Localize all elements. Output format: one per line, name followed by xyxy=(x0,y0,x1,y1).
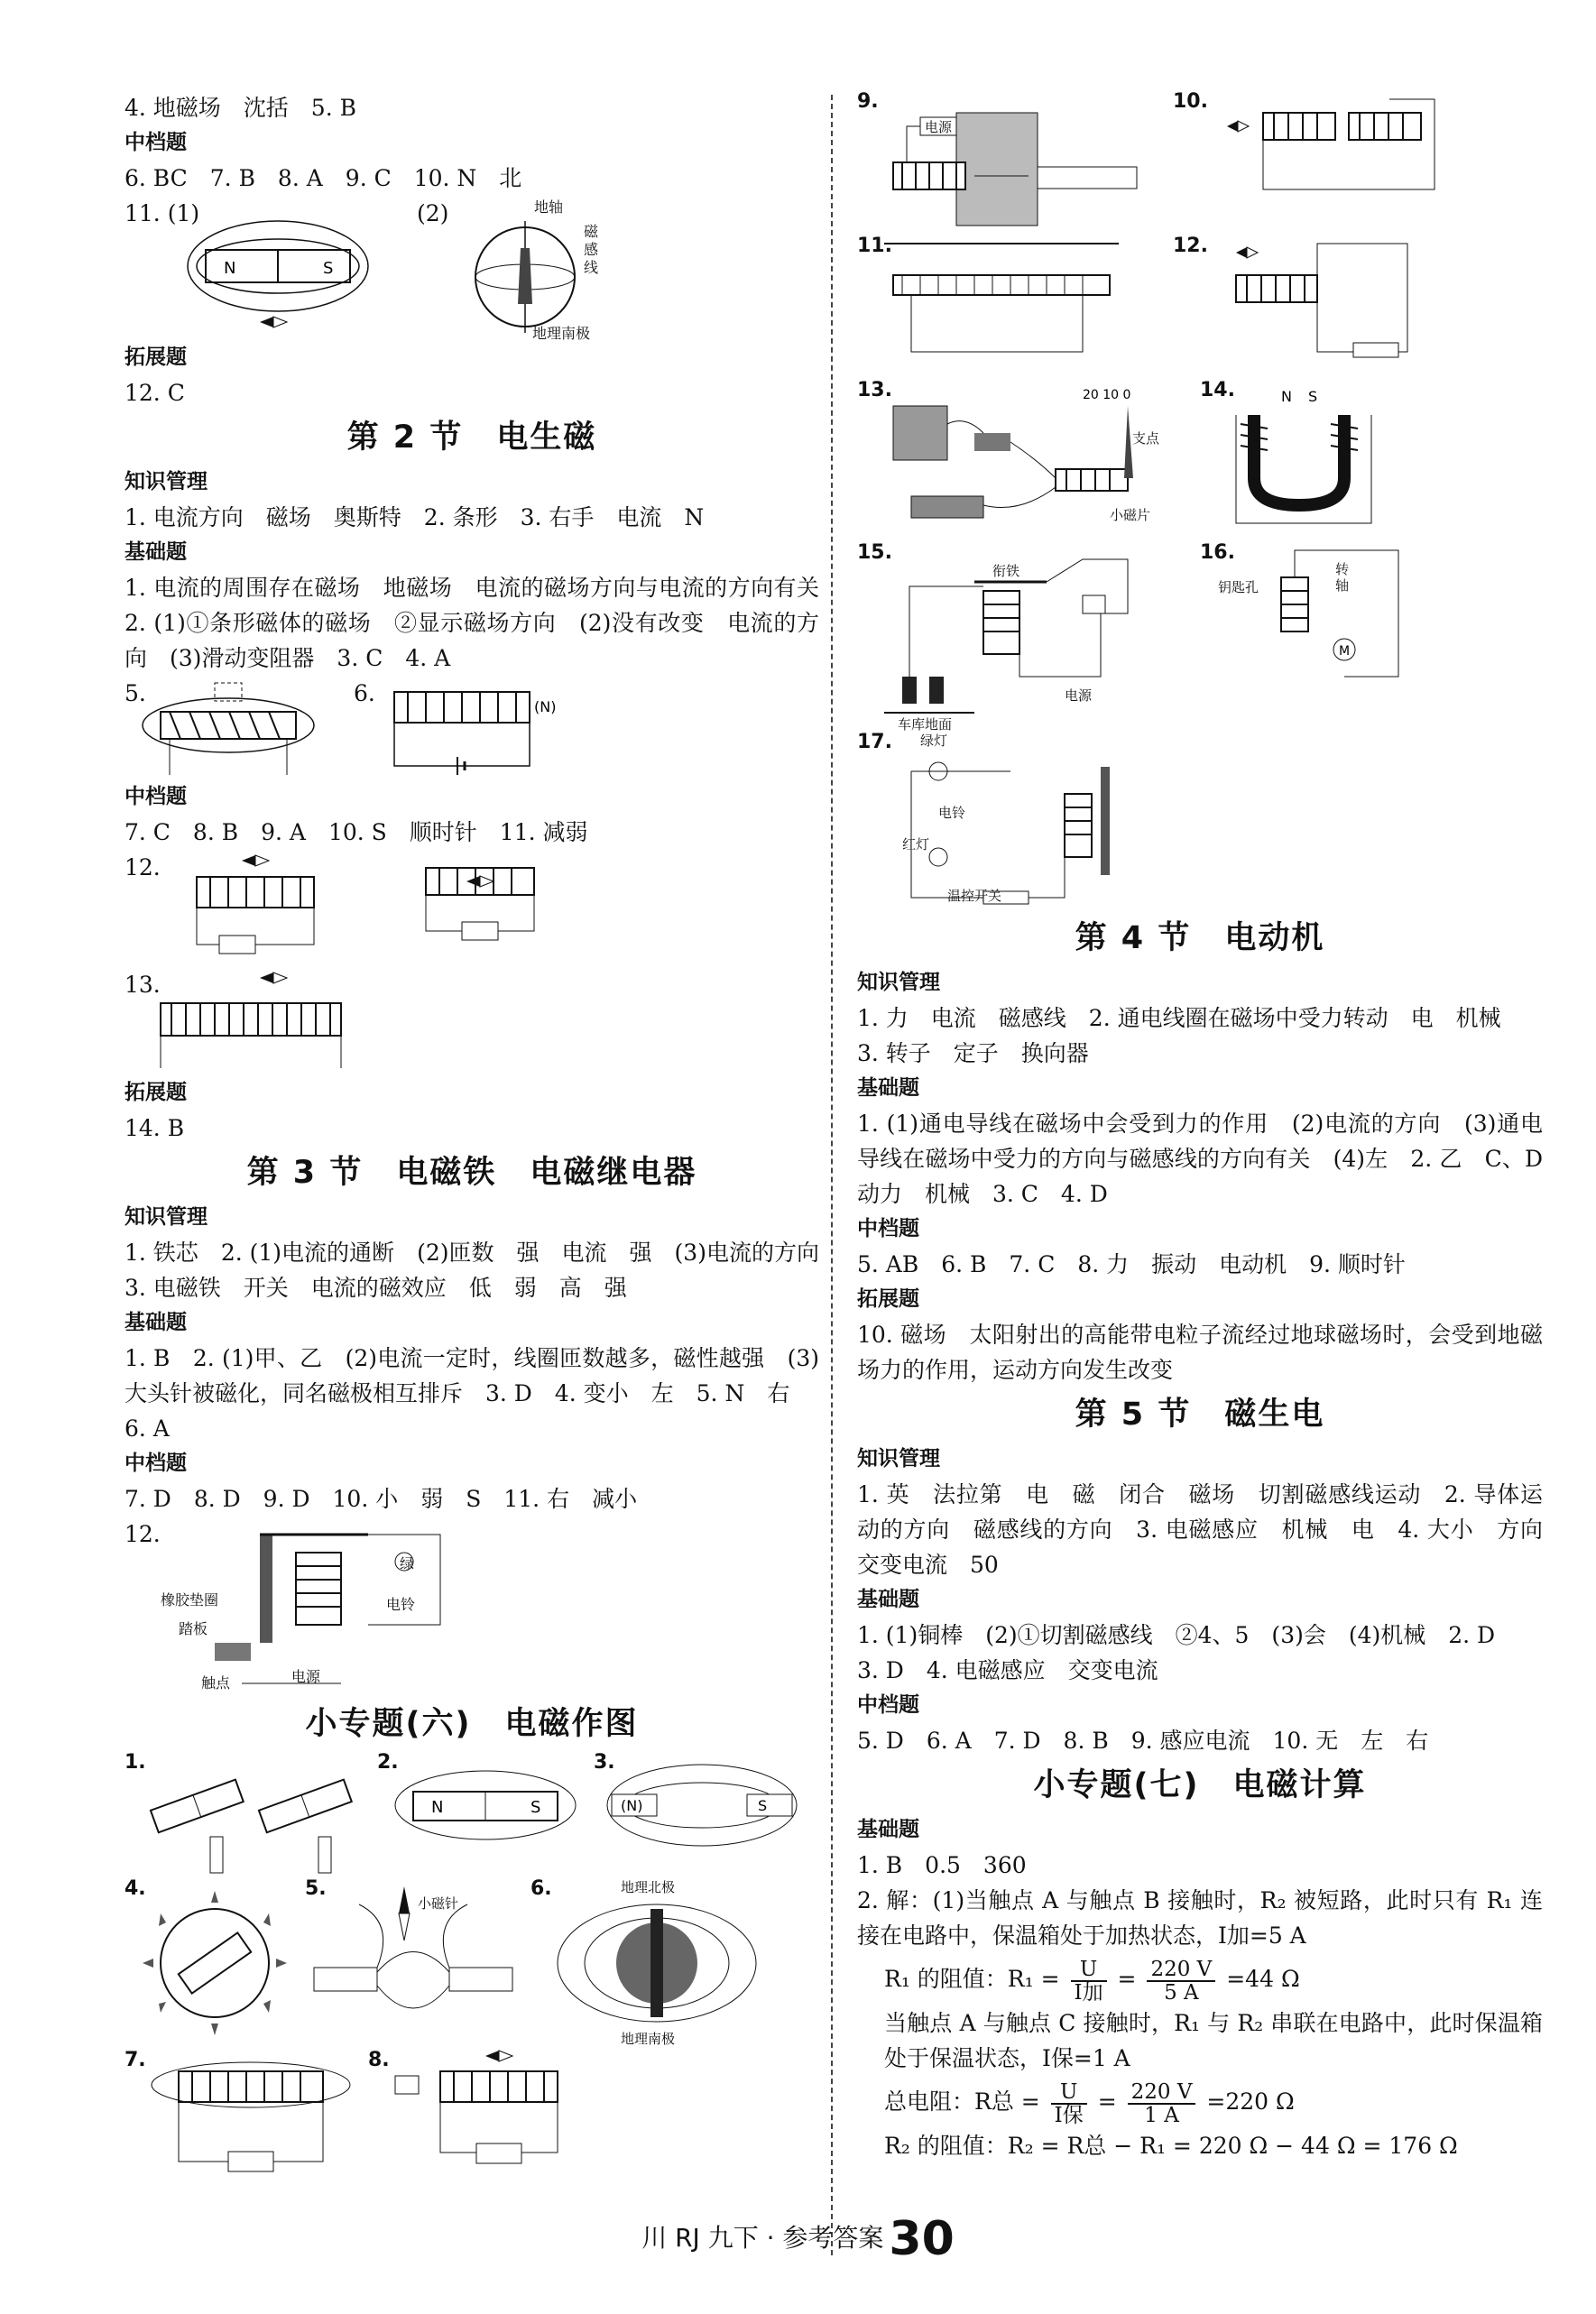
figure-12-relay xyxy=(125,1517,819,1697)
equals: = xyxy=(1097,2088,1117,2115)
figure-label: 12. xyxy=(125,854,161,880)
answer-line: 5. D 6. A 7. D 8. B 9. 感应电流 10. 无 左 右 xyxy=(857,1728,1429,1754)
subheading: 基础题 xyxy=(857,1588,919,1611)
page-footer xyxy=(0,2212,1596,2266)
answer-line: 1. 力 电流 磁感线 2. 通电线圈在磁场中受力转动 电 机械 xyxy=(857,1005,1501,1031)
figure-label: 17. xyxy=(857,731,892,753)
solenoid-needle-diagram xyxy=(368,2049,621,2184)
formula-prefix: R₁ 的阻值：R₁ = xyxy=(884,1966,1060,1992)
subheading: 中档题 xyxy=(857,1693,919,1717)
figure-label: 16. xyxy=(1200,541,1235,564)
solenoid-power-diagram-b xyxy=(390,850,588,967)
figure-label: 11. (1) xyxy=(125,200,200,226)
figure-label: 12. xyxy=(125,1521,161,1547)
answer-paragraph: 1. 铁芯 2. (1)电流的通断 (2)匝数 强 电流 强 (3)电流的方向 3. 电磁铁 开关 电流的磁效应 低 弱 高 强 xyxy=(125,1240,843,1301)
page-number: 30 xyxy=(889,2212,955,2266)
fraction xyxy=(1128,2081,1196,2126)
denominator: I保 xyxy=(1054,2103,1084,2127)
left-column xyxy=(125,90,843,2184)
answer-paragraph: 1. (1)通电导线在磁场中会受到力的作用 (2)电流的方向 (3)通电导线在磁场中受力的方向与磁感线的方向有关 (4)左 2. 乙 C、D 动力 机械 3. C 4. D xyxy=(857,1111,1566,1207)
subheading: 知识管理 xyxy=(125,470,208,493)
temperature-alarm-diagram xyxy=(884,731,1173,911)
answer-line: 5. AB 6. B 7. C 8. 力 振动 电动机 9. 顺时针 xyxy=(857,1251,1406,1277)
solenoid-power-diagram xyxy=(125,850,368,967)
equals: = xyxy=(1117,1966,1137,1992)
field-line-label: 磁感线 xyxy=(584,223,599,276)
figures-15-16 xyxy=(857,541,1543,731)
figure-17 xyxy=(857,731,1543,911)
numerator: U xyxy=(1071,1959,1107,1982)
keyhole-label: 钥匙孔 xyxy=(1218,579,1259,595)
pivot-label: 支点 xyxy=(1132,430,1160,447)
denominator: I加 xyxy=(1074,1980,1103,2005)
numerator: U xyxy=(1051,2081,1087,2105)
figure-label: 13. xyxy=(857,379,892,401)
answer-paragraph: 1. B 2. (1)甲、乙 (2)电流一定时，线圈匝数越多，磁性越强 (3)大头针被磁化，同名磁极相互排斥 3. D 4. 变小 左 5. N 右 xyxy=(125,1345,819,1406)
answer-line: 14. B xyxy=(125,1115,185,1141)
contact-label: 触点 xyxy=(201,1674,231,1692)
answer-line: 3. 转子 定子 换向器 xyxy=(857,1040,1089,1066)
figure-label: 9. xyxy=(857,90,879,113)
subheading: 中档题 xyxy=(125,131,187,154)
bell-label: 电铃 xyxy=(938,805,966,821)
subheading: 基础题 xyxy=(125,540,187,564)
figure-label: 5. xyxy=(125,680,146,706)
subheading: 知识管理 xyxy=(125,1205,208,1229)
subheading: 拓展题 xyxy=(125,1081,187,1104)
electromagnet-circuit-diagram xyxy=(125,2049,359,2184)
green-lamp-label: 绿灯 xyxy=(920,733,948,749)
figure-label: 5. xyxy=(305,1877,327,1900)
figures-9-10 xyxy=(857,90,1543,235)
subheading: 知识管理 xyxy=(857,1447,940,1470)
figure-12 xyxy=(125,850,819,967)
figure-label: 7. xyxy=(125,2049,146,2071)
subheading: 中档题 xyxy=(857,1217,919,1240)
fraction xyxy=(1071,1959,1107,2004)
figure-label: 13. xyxy=(125,972,161,998)
earth-magnetic-field-diagram xyxy=(417,196,633,340)
formula-result: =220 Ω xyxy=(1206,2088,1295,2115)
figure-label: 6. xyxy=(530,1877,552,1900)
formula-total xyxy=(857,2076,1543,2128)
electromagnet-ceiling-diagram xyxy=(857,235,1155,379)
answer-line: 1. 电流方向 磁场 奥斯特 2. 条形 3. 右手 电流 N xyxy=(125,504,705,530)
solution-paragraph: 2. 解：(1)当触点 A 与触点 B 接触时，R₂ 被短路，此时只有 R₁ 连接在电路中，保温箱处于加热状态，I加=5 A xyxy=(857,1887,1543,1949)
answer-line: 12. C xyxy=(125,380,185,406)
section-title: 第 5 节 磁生电 xyxy=(1075,1397,1325,1433)
power-label: 电源 xyxy=(1065,687,1093,704)
numerator: 220 V xyxy=(1128,2081,1196,2105)
svg-text:M: M xyxy=(1339,644,1351,659)
u-magnet-diagram xyxy=(1200,379,1416,541)
figures-5-6 xyxy=(125,676,819,779)
answer-line: 7. C 8. B 9. A 10. S 顺时针 11. 减弱 xyxy=(125,819,588,845)
drawing-row-2 xyxy=(125,1877,819,2049)
subheading: 基础题 xyxy=(857,1076,919,1100)
figure-label: 10. xyxy=(1173,90,1208,113)
denominator: 1 A xyxy=(1144,2103,1179,2127)
figure-label: 1. xyxy=(125,1751,146,1774)
solenoid-circuit-diagram xyxy=(354,676,561,779)
shaft-label: 转轴 xyxy=(1335,561,1350,594)
bar-magnet-diagram xyxy=(377,1751,585,1877)
earth-field-diagram xyxy=(530,1877,774,2049)
answer-line: 1. (1)铜棒 (2)①切割磁感线 ②4、5 (3)会 (4)机械 2. D xyxy=(857,1622,1496,1648)
figure-label: 3. xyxy=(594,1751,615,1774)
figure-label: 14. xyxy=(1200,379,1235,401)
formula-r2: R₂ 的阻值：R₂ = R总 − R₁ = 220 Ω − 44 Ω = 176 Ω xyxy=(884,2133,1458,2159)
denominator: 5 A xyxy=(1164,1980,1199,2005)
long-solenoid-diagram xyxy=(152,967,422,1075)
solution-paragraph: 当触点 A 与触点 C 接触时，R₁ 与 R₂ 串联在电路中，此时保温箱处于保温状态，I保=1 A xyxy=(884,2010,1543,2071)
numerator: 220 V xyxy=(1147,1959,1215,1982)
subheading: 拓展题 xyxy=(857,1287,919,1311)
formula-result: =44 Ω xyxy=(1226,1966,1300,1992)
svg-text:S: S xyxy=(323,259,334,278)
figure-label: 6. xyxy=(354,680,375,706)
svg-text:S: S xyxy=(1308,388,1318,405)
section-title: 小专题(七) 电磁计算 xyxy=(1033,1767,1367,1803)
svg-text:S: S xyxy=(758,1797,768,1814)
figures-13-14 xyxy=(857,379,1543,541)
answer-line: 6. A xyxy=(125,1415,170,1442)
figure-label: 8. xyxy=(368,2049,390,2071)
fraction xyxy=(1147,1959,1215,2004)
column-divider xyxy=(831,95,833,2255)
subheading: 中档题 xyxy=(125,1452,187,1475)
subheading: 基础题 xyxy=(857,1818,919,1841)
solenoid-diagram xyxy=(125,676,332,779)
figure-11 xyxy=(125,196,819,340)
south-pole-label: 地理南极 xyxy=(532,325,591,342)
small-magnet-label: 小磁片 xyxy=(1110,507,1151,523)
answer-line: 6. BC 7. B 8. A 9. C 10. N 北 xyxy=(125,165,522,191)
fraction xyxy=(1051,2081,1087,2126)
svg-text:(N): (N) xyxy=(534,698,557,715)
section-title: 第 3 节 电磁铁 电磁继电器 xyxy=(246,1155,697,1191)
figure-label: 12. xyxy=(1173,235,1208,257)
section-title: 第 2 节 电生磁 xyxy=(346,419,597,456)
answer-paragraph: 10. 磁场 太阳射出的高能带电粒子流经过地球磁场时，会受到地磁场力的作用，运动方向发生改变 xyxy=(857,1322,1543,1383)
drawing-row-1 xyxy=(125,1751,819,1877)
figure-label: 4. xyxy=(125,1877,146,1900)
subheading: 知识管理 xyxy=(857,971,940,994)
subheading: 拓展题 xyxy=(125,346,187,369)
answer-paragraph: 1. 电流的周围存在磁场 地磁场 电流的磁场方向与电流的方向有关 2. (1)①条形磁体的磁场 ②显示磁场方向 (2)没有改变 电流的方向 (3)滑动变阻器 3. C 4. A xyxy=(125,575,843,671)
answer-line: 3. D 4. 电磁感应 交变电流 xyxy=(857,1657,1158,1683)
section-title: 小专题(六) 电磁作图 xyxy=(305,1706,639,1742)
figure-label: 11. xyxy=(857,235,892,257)
figure-label: 15. xyxy=(857,541,892,564)
ignition-relay-diagram xyxy=(1200,541,1416,731)
field-lines-diagram xyxy=(594,1751,810,1877)
formula-prefix: 总电阻：R总 = xyxy=(884,2088,1040,2115)
armature-label: 衔铁 xyxy=(992,563,1020,579)
figure-label: 2. xyxy=(377,1751,399,1774)
plate-label: 踏板 xyxy=(179,1620,208,1637)
svg-text:(N): (N) xyxy=(621,1797,643,1814)
two-solenoids-diagram xyxy=(1173,90,1444,235)
answer-line: 7. D 8. D 9. D 10. 小 弱 S 11. 右 减小 xyxy=(125,1486,638,1512)
answer-line: 1. B 0.5 360 xyxy=(857,1852,1027,1878)
svg-text:S: S xyxy=(530,1798,541,1817)
bell-label: 电铃 xyxy=(386,1596,416,1613)
figure-13 xyxy=(125,967,819,1075)
svg-text:N: N xyxy=(1281,388,1292,405)
solenoid-container-diagram xyxy=(857,90,1155,235)
svg-text:N: N xyxy=(431,1798,444,1817)
footer-label: 川 RJ 九下 · 参考答案 xyxy=(641,2223,884,2253)
drawing-row-3 xyxy=(125,2049,819,2184)
south-pole-label: 地理南极 xyxy=(621,2031,676,2047)
solenoid-rheostat-diagram xyxy=(1173,235,1444,379)
answer-line: 4. 地磁场 沈括 5. B xyxy=(125,95,356,121)
svg-text:20 10 0: 20 10 0 xyxy=(1083,388,1131,402)
subheading: 基础题 xyxy=(125,1311,187,1334)
north-pole-label: 地理北极 xyxy=(621,1879,676,1895)
floor-label: 车库地面 xyxy=(898,716,953,733)
formula-r1 xyxy=(857,1953,1543,2005)
green-label: 绿 xyxy=(400,1555,415,1572)
pad-label: 橡胶垫圈 xyxy=(161,1591,219,1609)
right-column xyxy=(857,90,1566,2163)
red-lamp-label: 红灯 xyxy=(902,836,930,853)
figures-11-12 xyxy=(857,235,1543,379)
subheading: 中档题 xyxy=(125,785,187,808)
axis-label: 地轴 xyxy=(534,198,564,216)
answer-paragraph: 1. 英 法拉第 电 磁 闭合 磁场 切割磁感线运动 2. 导体运动的方向 磁感线的方向 3. 电磁感应 机械 电 4. 大小 方向 交变电流 50 xyxy=(857,1481,1566,1578)
figure-label: (2) xyxy=(417,200,449,226)
svg-text:N: N xyxy=(224,259,236,278)
power-label: 电源 xyxy=(291,1668,321,1685)
section-title: 第 4 节 电动机 xyxy=(1075,920,1325,956)
two-magnets-needle-diagram xyxy=(305,1877,521,2049)
power-label: 电源 xyxy=(925,119,953,135)
circular-needles-diagram xyxy=(125,1877,296,2049)
needle-label: 小磁针 xyxy=(418,1895,459,1912)
temp-switch-label: 温控开关 xyxy=(947,888,1002,904)
magnet-needle-diagram xyxy=(125,1751,368,1877)
